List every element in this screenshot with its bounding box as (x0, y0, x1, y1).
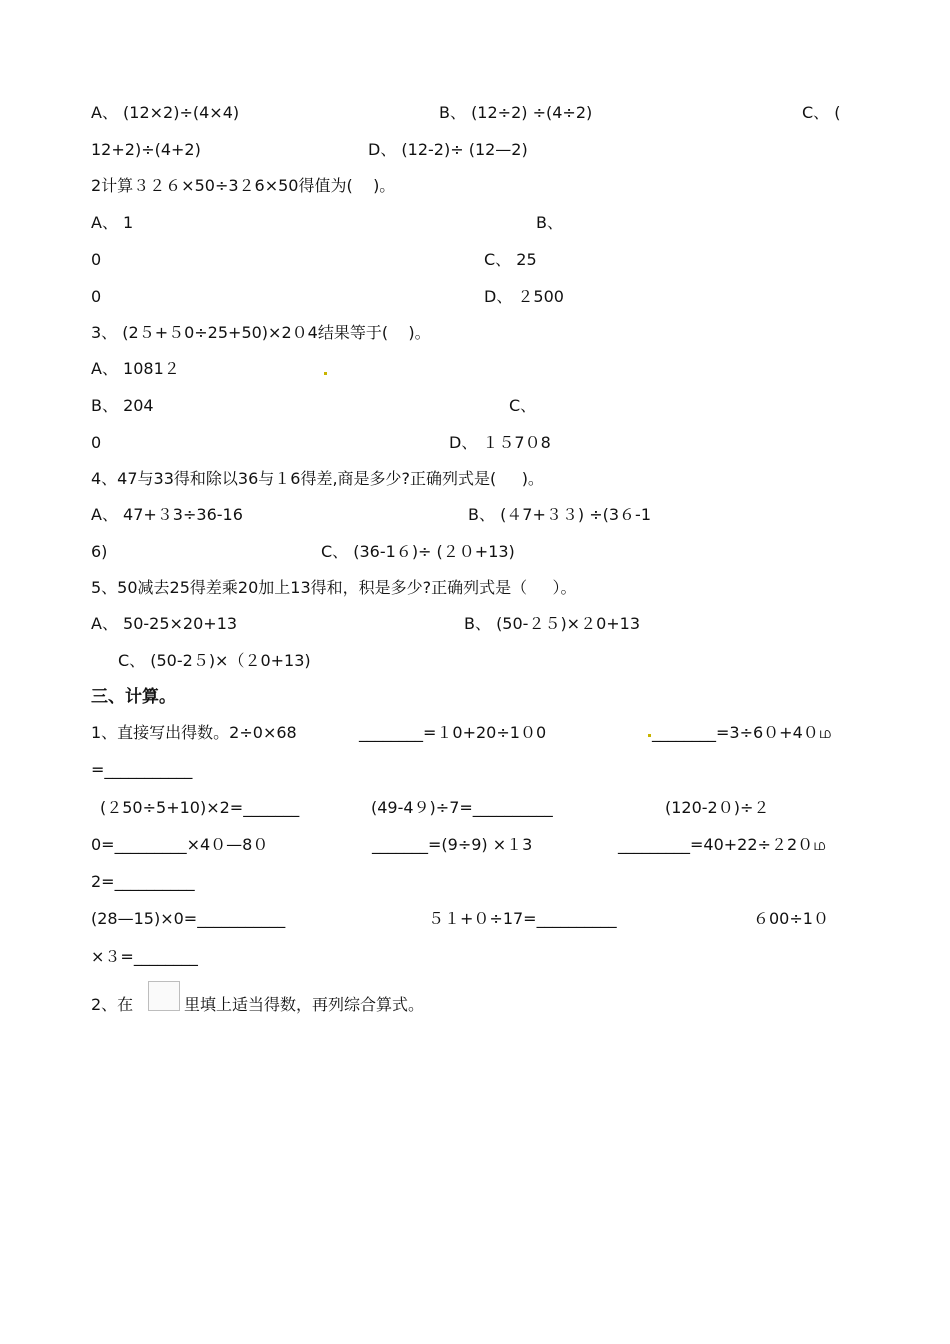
calc-row4-part1: (28—15)×0=___________ (91, 909, 286, 928)
calc-2-prefix: 2、在 (91, 995, 134, 1014)
q3-option-b: B、 204 (91, 396, 154, 415)
q2-option-b-continued: 0 (91, 250, 102, 269)
calc-1-label: 1、直接写出得数。2÷0×68 (91, 723, 297, 742)
q1-option-a: A、 (12×2)÷(4×4) (91, 103, 240, 122)
q5-option-b: B、 (50-２５)×２0+13 (464, 614, 641, 633)
q5-option-c: C、 (50-2５)×（２0+13) (118, 651, 311, 670)
q2-option-c: C、 25 (484, 250, 537, 269)
calc-row4-part3: ６00÷1０ (753, 909, 829, 928)
calc-row2-part2: (49-4９)÷7=__________ (371, 798, 553, 817)
q3-option-d: D、 １５7０8 (449, 433, 551, 452)
calc-2-suffix: 里填上适当得数，再列综合算式。 (184, 995, 425, 1014)
calc-row3-part3-continued: 2=__________ (91, 872, 195, 891)
stray-mark (648, 734, 651, 737)
q1-option-b: B、 (12÷2) ÷(4÷2) (439, 103, 593, 122)
q4-option-a: A、 47+３3÷36-16 (91, 505, 243, 524)
calc-row4-part2: ５１+０÷17=__________ (428, 909, 617, 928)
q2-option-a: A、 1 (91, 213, 134, 232)
calc-row3-part3: _________=40+22÷２2０ம (618, 835, 826, 854)
q3-option-c-continued: 0 (91, 433, 102, 452)
q3-option-c: C、 (509, 396, 537, 415)
calc-1-part2: ________=１0+20÷1０0 (359, 723, 547, 742)
q5-stem: 5、50减去25得差乘20加上13得和，积是多少?正确列式是（ ）。 (91, 578, 577, 597)
calc-row4-part3-continued: ×３=________ (91, 947, 198, 966)
q2-option-b: B、 (536, 213, 563, 232)
q4-option-b: B、 (４7+３３) ÷(3６-1 (468, 505, 652, 524)
q3-option-a: A、 1081２ (91, 359, 180, 378)
q1-option-c-continued: 12+2)÷(4+2) (91, 140, 201, 159)
calc-1-part3-continued: =___________ (91, 760, 193, 779)
answer-box-icon (148, 981, 180, 1011)
q2-option-c-continued: 0 (91, 287, 102, 306)
calc-1-part3: ________=3÷6０+4０ம (652, 723, 832, 742)
q2-stem: 2计算３２６×50÷3２6×50得值为( )。 (91, 176, 396, 195)
q5-option-a: A、 50-25×20+13 (91, 614, 238, 633)
q2-option-d: D、 ２500 (484, 287, 564, 306)
calc-row3-part1: 0=_________×4０—8０ (91, 835, 269, 854)
calc-row2-part3: (120-2０)÷２ (665, 798, 770, 817)
q1-option-d: D、 (12-2)÷ (12—2) (368, 140, 528, 159)
calc-row3-part2: _______=(9÷9) ×１3 (372, 835, 533, 854)
q4-option-c: C、 (36-1６)÷ (２０+13) (321, 542, 515, 561)
calc-row2-part1: (２50÷5+10)×2=_______ (100, 798, 300, 817)
q4-option-b-continued: 6) (91, 542, 108, 561)
stray-mark (324, 372, 327, 375)
q4-stem: 4、47与33得和除以36与１6得差,商是多少?正确列式是( )。 (91, 469, 544, 488)
q3-stem: 3、 (2５+５0÷25+50)×2０4结果等于( )。 (91, 323, 431, 342)
q1-option-c: C、 ( (802, 103, 841, 122)
section-3-title: 三、计算。 (91, 687, 176, 707)
